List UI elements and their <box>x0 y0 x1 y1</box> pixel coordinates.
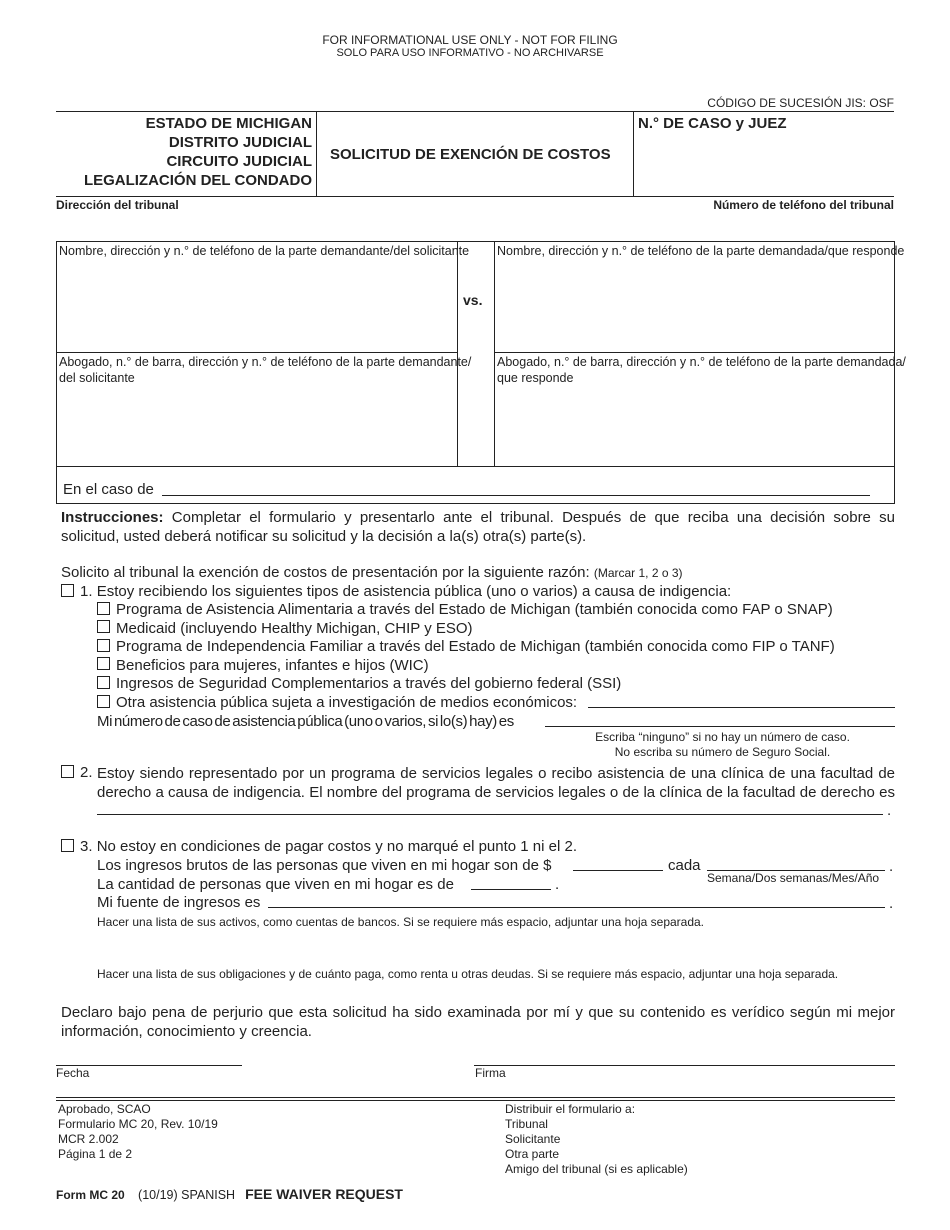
form-date: (10/19) SPANISH <box>138 1188 236 1202</box>
signature-field[interactable] <box>474 1065 895 1066</box>
defendant-attorney-field[interactable] <box>496 386 892 464</box>
instructions-label: Instrucciones: <box>61 509 164 526</box>
distribute-label: Distribuir el formulario a: <box>505 1102 636 1116</box>
court-state: ESTADO DE MICHIGAN <box>145 115 312 132</box>
jis-code: CÓDIGO DE SUCESIÓN JIS: OSF <box>707 96 894 110</box>
case-number-text: Mi número de caso de asistencia pública (uno o varios, si lo(s) hay) es <box>97 713 514 730</box>
form-footer <box>56 1186 403 1202</box>
option-wic: Beneficios para mujeres, infantes e hijos (WIC) <box>97 657 835 676</box>
defendant-field[interactable] <box>496 245 892 349</box>
caption-box <box>56 111 894 197</box>
case-number-label: N.° DE CASO y JUEZ <box>638 115 787 132</box>
court-phone-label: Número de teléfono del tribunal <box>713 198 894 212</box>
option-fap-snap: Programa de Asistencia Alimentaria a través del Estado de Michigan (también conocida como FAP o SNAP) <box>97 601 835 620</box>
court-rule: MCR 2.002 <box>58 1132 119 1146</box>
court-district: DISTRITO JUDICIAL <box>168 134 312 151</box>
plaintiff-attorney-label: Abogado, n.° de barra, dirección y n.° de teléfono de la parte demandante/ del solicitante <box>59 355 472 385</box>
item2-checkbox[interactable] <box>61 765 74 778</box>
item3-checkbox[interactable] <box>61 839 74 852</box>
income-amount-field[interactable] <box>573 870 663 871</box>
option-other: Otra asistencia pública sujeta a investigación de medios económicos: <box>97 694 835 713</box>
fap-snap-checkbox[interactable] <box>97 602 110 615</box>
assistance-case-number-field[interactable] <box>545 726 895 727</box>
plaintiff-label: Nombre, dirección y n.° de teléfono de la parte demandante/del solicitante <box>59 244 470 258</box>
assets-field[interactable] <box>97 932 895 962</box>
other-assistance-checkbox[interactable] <box>97 695 110 708</box>
declaration: Declaro bajo pena de perjurio que esta solicitud ha sido examinada por mí y que su contenido es verídico según mi mejor información, conocimiento y creencia. <box>61 1004 895 1040</box>
in-matter-of-field[interactable] <box>162 495 870 496</box>
request-intro: Solicito al tribunal la exención de costos de presentación por la siguiente razón: (Marcar 1, 2 o 3) <box>61 564 683 581</box>
household-size-field[interactable] <box>471 889 551 890</box>
obligations-field[interactable] <box>97 983 895 999</box>
item1-options <box>97 601 835 713</box>
item2-row: 2. <box>61 764 93 781</box>
plaintiff-attorney-field[interactable] <box>58 386 454 464</box>
court-circuit: CIRCUITO JUDICIAL <box>166 153 312 170</box>
period-note: Semana/Dos semanas/Mes/Año <box>707 871 880 885</box>
option-fip-tanf: Programa de Independencia Familiar a través del Estado de Michigan (también conocida como FIP o TANF) <box>97 638 835 657</box>
approved-by: Aprobado, SCAO <box>58 1102 151 1116</box>
item3-row: 3. No estoy en condiciones de pagar costos y no marqué el punto 1 ni el 2. <box>61 838 577 855</box>
informational-notice-en: FOR INFORMATIONAL USE ONLY - NOT FOR FILING <box>322 33 618 47</box>
medicaid-checkbox[interactable] <box>97 620 110 633</box>
income-text: Los ingresos brutos de las personas que viven en mi hogar son de $ <box>97 857 552 874</box>
fip-tanf-checkbox[interactable] <box>97 639 110 652</box>
in-matter-of-label: En el caso de <box>63 481 154 498</box>
case-number-notes: Escriba “ninguno” si no hay un número de caso. No escriba su número de Seguro Social. <box>595 730 850 759</box>
dist-court: Tribunal <box>505 1117 548 1131</box>
defendant-label: Nombre, dirección y n.° de teléfono de la parte demandada/que responde <box>497 244 905 258</box>
form-revision: Formulario MC 20, Rev. 10/19 <box>58 1117 218 1131</box>
form-id: Form MC 20 <box>56 1188 125 1202</box>
court-address-label: Dirección del tribunal <box>56 198 179 212</box>
legal-services-program-field[interactable] <box>97 814 883 815</box>
item1-checkbox[interactable] <box>61 584 74 597</box>
option-medicaid: Medicaid (incluyendo Healthy Michigan, CHIP y ESO) <box>97 620 835 639</box>
dist-other-party: Otra parte <box>505 1147 560 1161</box>
signature-label: Firma <box>475 1066 506 1080</box>
date-label: Fecha <box>56 1066 90 1080</box>
income-source-text: Mi fuente de ingresos es <box>97 894 261 911</box>
ssi-checkbox[interactable] <box>97 676 110 689</box>
obligations-note: Hacer una lista de sus obligaciones y de cuánto paga, como renta u otras deudas. Si se requiere más espacio, adjuntar una hoja separada. <box>97 967 839 981</box>
income-source-field[interactable] <box>268 907 885 908</box>
page-number: Página 1 de 2 <box>58 1147 133 1161</box>
distribution-info <box>505 1102 688 1177</box>
option-ssi: Ingresos de Seguridad Complementarios a través del gobierno federal (SSI) <box>97 675 835 694</box>
dist-applicant: Solicitante <box>505 1132 561 1146</box>
plaintiff-field[interactable] <box>58 245 454 349</box>
form-name: FEE WAIVER REQUEST <box>245 1186 403 1202</box>
item1-row: 1. Estoy recibiendo los siguientes tipos de asistencia pública (uno o varios) a causa de indigencia: <box>61 583 731 600</box>
form-title: SOLICITUD DE EXENCIÓN DE COSTOS <box>330 146 611 163</box>
court-probate: LEGALIZACIÓN DEL CONDADO <box>83 172 312 189</box>
each-text: cada <box>668 857 701 874</box>
item2-text: Estoy siendo representado por un programa de servicios legales o recibo asistencia de una clínica de una facultad de derecho a causa de indigencia. El nombre del programa de servicios legales o de la clínica de la facultad de derecho es <box>97 765 895 801</box>
versus: vs. <box>463 292 483 308</box>
approval-info <box>58 1102 218 1162</box>
household-text: La cantidad de personas que viven en mi hogar es de <box>97 876 454 893</box>
informational-notice-es: SOLO PARA USO INFORMATIVO - NO ARCHIVARSE <box>336 47 604 59</box>
other-assistance-field[interactable] <box>588 707 895 708</box>
defendant-attorney-label: Abogado, n.° de barra, dirección y n.° de teléfono de la parte demandada/ que responde <box>497 355 906 385</box>
dist-friend-of-court: Amigo del tribunal (si es aplicable) <box>505 1162 688 1176</box>
instructions: Instrucciones: Completar el formulario y presentarlo ante el tribunal. Después de que reciba una decisión sobre su solicitud, usted deberá notificar su solicitud y la decisión a la(s) otra(s) parte(s). <box>61 509 895 545</box>
wic-checkbox[interactable] <box>97 657 110 670</box>
assets-note: Hacer una lista de sus activos, como cuentas de bancos. Si se requiere más espacio, adjuntar una hoja separada. <box>97 915 705 929</box>
